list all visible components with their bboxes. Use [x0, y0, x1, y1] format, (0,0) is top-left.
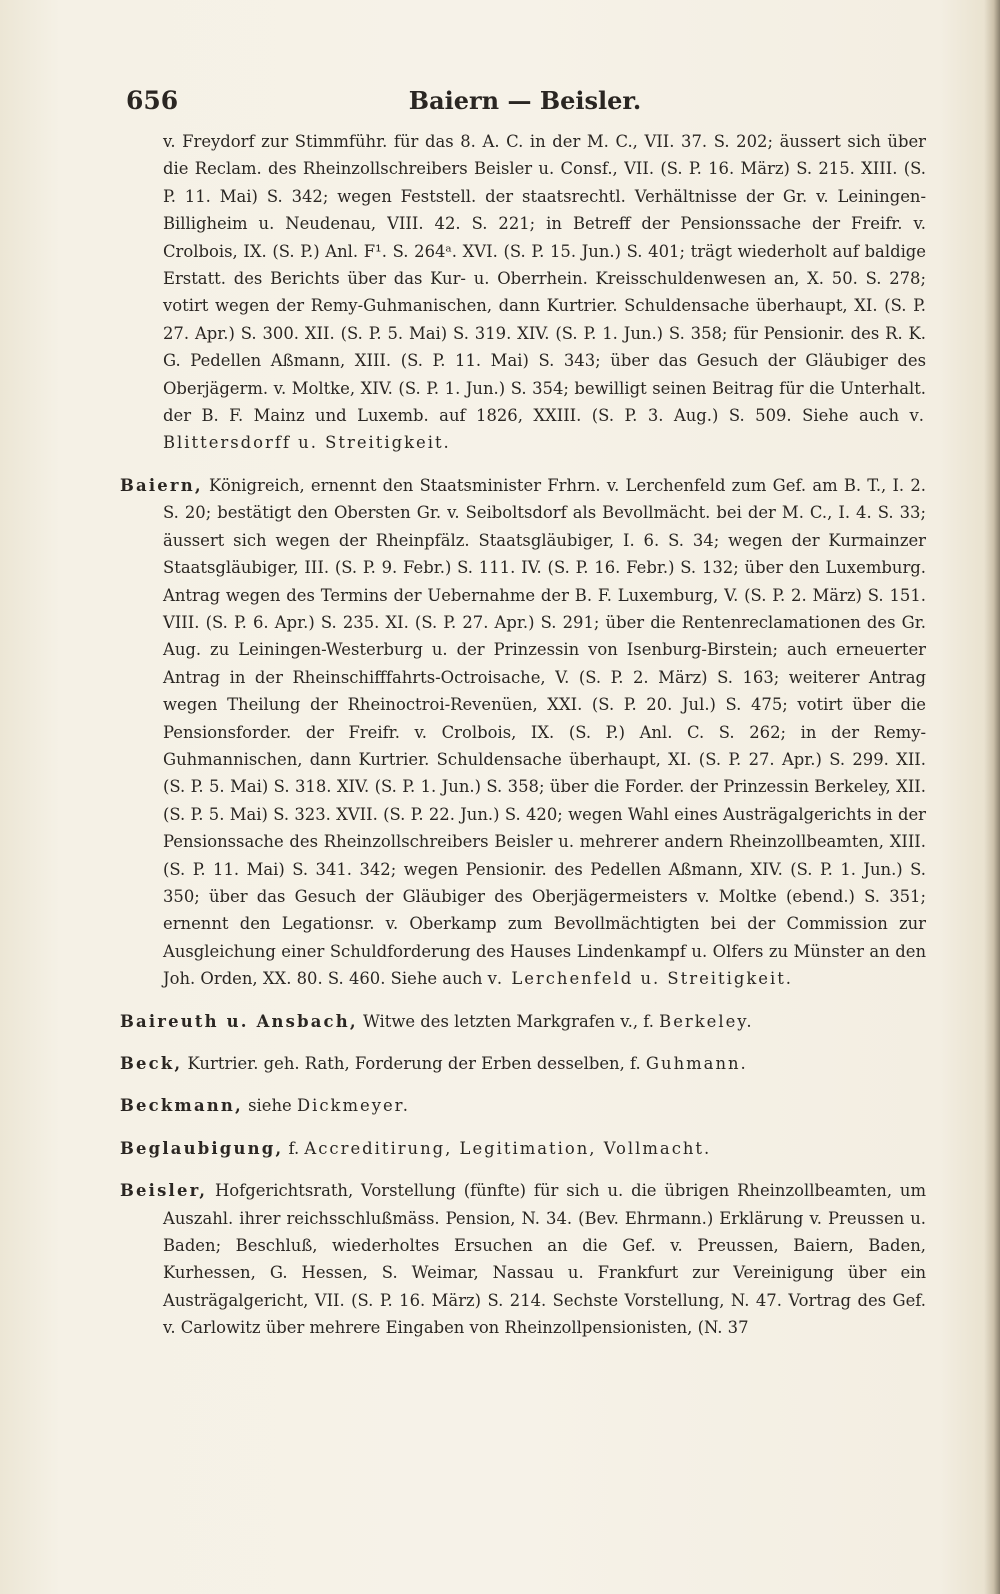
cross-reference: v. Blittersdorff u. Streitigkeit.: [163, 406, 927, 453]
index-entry-beglaubigung: [120, 1135, 926, 1162]
cross-reference: Berkeley.: [659, 1011, 754, 1031]
entry-headword: Beckmann,: [120, 1096, 243, 1116]
entry-headword: Beisler,: [120, 1181, 208, 1201]
index-body: [120, 128, 926, 1357]
index-entry-baireuth: [120, 1008, 926, 1035]
entry-headword: Baireuth u. Ansbach,: [120, 1011, 358, 1031]
entry-text: Königreich, ernennt den Staatsminister Frhrn. v. Lerchenfeld zum Gef. am B. T., I. 2. S. 20; bestätigt den Obersten Gr. v. Seiboltsdorf als Bevollmächt. bei der M. C., I. 4. S. 33; äussert sich wegen der Rheinpfälz. Staatsgläubiger, I. 6. S. 34; wegen der Kurmainzer Staatsgläubiger, III. (S. P. 9. Febr.) S. 111. IV. (S. P. 16. Febr.) S. 132; über den Luxemburg. Antrag wegen des Termins der Uebernahme der B. F. Luxemburg, V. (S. P. 2. März) S. 151. VIII. (S. P. 6. Apr.) S. 235. XI. (S. P. 27. Apr.) S. 291; über die Rentenreclamationen des Gr. Aug. zu Leiningen-Westerburg u. der Prinzessin von Isenburg-Birstein; auch erneuerter Antrag in der Rheinschifffahrts-Octroisache, V. (S. P. 2. März) S. 163; weiterer Antrag wegen Theilung der Rheinoctroi-Revenüen, XXI. (S. P. 20. Jul.) S. 475; votirt über die Pensionsforder. der Freifr. v. Crolbois, IX. (S. P.) Anl. C. S. 262; in der Remy-Guhmannischen, dann Kurtrier. Schuldensache überhaupt, XI. (S. P. 27. Apr.) S. 299. XII. (S. P. 5. Mai) S. 318. XIV. (S. P. 1. Jun.) S. 358; über die Forder. der Prinzessin Berkeley, XII. (S. P. 5. Mai) S. 323. XVII. (S. P. 22. Jun.) S. 420; wegen Wahl eines Austrägalgerichts in der Pensionssache des Rheinzollschreibers Beisler u. mehrerer andern Rheinzollbeamten, XIII. (S. P. 11. Mai) S. 341. 342; wegen Pensionir. des Pedellen Aßmann, XIV. (S. P. 1. Jun.) S. 350; über das Gesuch der Gläubiger des Oberjägermeisters v. Moltke (ebend.) S. 351; ernennt den Legationsr. v. Oberkamp zum Bevollmächtigten bei der Commission zur Ausgleichung einer Schuldforderung des Hauses Lindenkampf u. Olfers zu Münster an den Joh. Orden, XX. 80. S. 460.: [163, 475, 926, 989]
index-entry-beck: [120, 1050, 926, 1077]
see-also-prefix: Siehe auch: [802, 406, 900, 426]
page-edge-shadow: [984, 0, 1000, 1594]
see-also-prefix: Siehe auch: [390, 969, 483, 989]
running-head: Baiern — Beisler.: [408, 86, 642, 115]
index-entry-beisler: [120, 1177, 926, 1341]
page-number: 656: [126, 86, 179, 115]
entry-text: siehe: [248, 1096, 292, 1116]
entry-text: Kurtrier. geh. Rath, Forderung der Erben desselben, f.: [187, 1054, 641, 1073]
cross-reference: Guhmann.: [645, 1054, 748, 1073]
entry-text: Witwe des letzten Markgrafen v., f.: [362, 1011, 654, 1031]
entry-headword: Beglaubigung,: [120, 1138, 284, 1158]
index-entry-beckmann: [120, 1092, 926, 1119]
entry-headword: Baiern,: [120, 475, 203, 495]
page-header: [126, 86, 924, 122]
cross-reference: v. Lerchenfeld u. Streitigkeit.: [487, 969, 794, 989]
entry-text: v. Freydorf zur Stimmführ. für das 8. A. C. in der M. C., VII. 37. S. 202; äussert sich über die Reclam. des Rheinzollschreibers Beisler u. Consf., VII. (S. P. 16. März) S. 215. XIII. (S. P. 11. Mai) S. 342; wegen Feststell. der staatsrechtl. Verhältnisse der Gr. v. Leiningen-Billigheim u. Neudenau, VIII. 42. S. 221; in Betreff der Pensionssache der Freifr. v. Crolbois, IX. (S. P.) Anl. F¹. S. 264ᵃ. XVI. (S. P. 15. Jun.) S. 401; trägt wiederholt auf baldige Erstatt. des Berichts über das Kur- u. Oberrhein. Kreisschuldenwesen an, X. 50. S. 278; votirt wegen der Remy-Guhmanischen, dann Kurtrier. Schuldensache überhaupt, XI. (S. P. 27. Apr.) S. 300. XII. (S. P. 5. Mai) S. 319. XIV. (S. P. 1. Jun.) S. 358; für Pensionir. des R. K. G. Pedellen Aßmann, XIII. (S. P. 11. Mai) S. 343; über das Gesuch der Gläubiger des Oberjägerm. v. Moltke, XIV. (S. P. 1. Jun.) S. 354; bewilligt seinen Beitrag für die Unterhalt. der B. F. Mainz und Luxemb. auf 1826, XXIII. (S. P. 3. Aug.) S. 509.: [163, 132, 926, 426]
entry-text: f.: [288, 1138, 300, 1158]
index-entry-continued: [120, 128, 926, 457]
entry-text: Hofgerichtsrath, Vorstellung (fünfte) für sich u. die übrigen Rheinzollbeamten, um Auszahl. ihrer reichsschlußmäss. Pension, N. 34. (Bev. Ehrmann.) Erklärung v. Preussen u. Baden; Beschluß, wiederholtes Ersuchen an die Gef. v. Preussen, Baiern, Baden, Kurhessen, G. Hessen, S. Weimar, Nassau u. Frankfurt zur Vereinigung über ein Austrägalgericht, VII. (S. P. 16. März) S. 214. Sechste Vorstellung, N. 47. Vortrag des Gef. v. Carlowitz über mehrere Eingaben von Rheinzollpensionisten, (N. 37: [163, 1181, 926, 1338]
index-entry-baiern: [120, 472, 926, 993]
cross-reference: Dickmeyer.: [296, 1096, 410, 1116]
entry-headword: Beck,: [120, 1054, 183, 1073]
cross-reference: Accreditirung, Legitimation, Vollmacht.: [304, 1138, 712, 1158]
